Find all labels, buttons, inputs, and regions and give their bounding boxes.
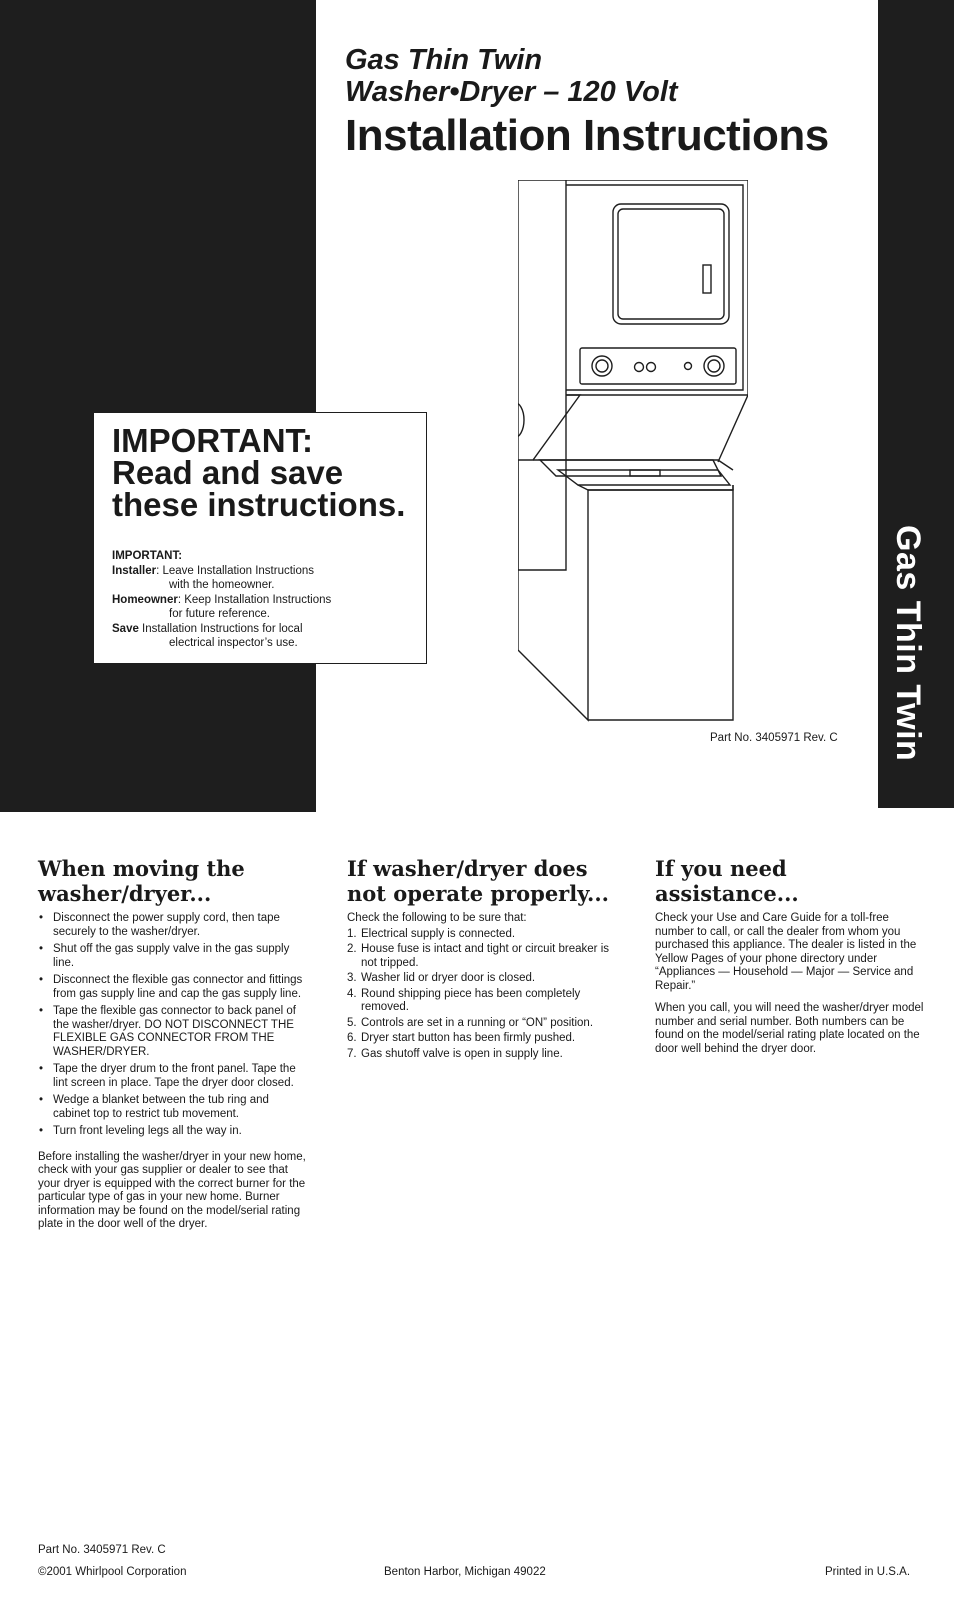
- important-headline-line-2: Read and save: [112, 454, 344, 491]
- list-item: • Tape the dryer drum to the front panel. Tape the lint screen in place. Tape the dryer door closed.: [38, 1063, 308, 1090]
- save-label: Save: [112, 622, 139, 635]
- footer-location: Benton Harbor, Michigan 49022: [384, 1566, 546, 1578]
- operate-checklist: [347, 928, 617, 1062]
- list-item: • Shut off the gas supply valve in the gas supply line.: [38, 943, 308, 970]
- important-headline-line-3: these instructions.: [112, 486, 406, 523]
- item-text: Washer lid or dryer door is closed.: [361, 972, 536, 984]
- item-number: 1.: [347, 927, 357, 940]
- item-text: House fuse is intact and tight or circuit breaker is not tripped.: [361, 943, 610, 969]
- title-line-1: Gas Thin Twin: [345, 44, 543, 76]
- item-text: Controls are set in a running or “ON” position.: [361, 1016, 594, 1029]
- title-block: [345, 44, 865, 162]
- assistance-paragraph-2: When you call, you will need the washer/dryer model number and serial number. Both numbers can be found on the model/serial rating plate located on the door well behind the dryer door.: [655, 1002, 924, 1055]
- footer-printed: Printed in U.S.A.: [825, 1566, 911, 1578]
- important-details: [112, 549, 408, 651]
- important-headline: [112, 422, 408, 523]
- list-item: • Disconnect the power supply cord, then tape securely to the washer/dryer.: [38, 912, 308, 939]
- item-number: 6.: [347, 1032, 357, 1044]
- list-item: • Turn front leveling legs all the way in.: [38, 1125, 308, 1139]
- list-item: • Disconnect the flexible gas connector and fittings from gas supply line and cap the gas supply line.: [38, 974, 308, 1001]
- assistance-section: [655, 856, 925, 1065]
- assistance-paragraph-1: Check your Use and Care Guide for a toll-free number to call, or call the dealer from whom you purchased this appliance. The dealer is listed in the Yellow Pages of your phone directory under “Appliances — Household — Major — Service and Repair.”: [655, 912, 917, 992]
- list-item: [347, 988, 617, 1015]
- homeowner-label: Homeowner: [112, 593, 178, 606]
- operate-heading: If washer/dryer does not operate properly...: [347, 856, 609, 906]
- important-label: IMPORTANT:: [112, 550, 183, 562]
- homeowner-line: [112, 593, 408, 608]
- footer-copyright: ©2001 Whirlpool Corporation: [38, 1566, 187, 1578]
- item-text: Gas shutoff valve is open in supply line.: [361, 1047, 563, 1060]
- item-text: Round shipping piece has been completely removed.: [361, 987, 581, 1013]
- save-text: Installation Instructions for local: [138, 622, 303, 635]
- installer-cont: with the homeowner.: [169, 579, 275, 591]
- moving-bullet-list: [38, 912, 308, 1139]
- list-item: [347, 972, 617, 986]
- title-line-2: Washer•Dryer – 120 Volt: [345, 76, 678, 108]
- side-title-vertical: Gas Thin Twin: [889, 525, 927, 762]
- item-text: Electrical supply is connected.: [361, 927, 516, 940]
- list-item: • Tape the flexible gas connector to back panel of the washer/dryer. DO NOT DISCONNECT THE FLEXIBLE GAS CONNECTOR FROM THE WASHER/DRYER.: [38, 1005, 308, 1059]
- installer-text: : Leave Installation Instructions: [156, 564, 315, 577]
- moving-heading: When moving the washer/dryer...: [38, 856, 245, 906]
- list-item: [347, 943, 617, 970]
- item-number: 4.: [347, 987, 357, 1000]
- list-item: • Wedge a blanket between the tub ring and cabinet top to restrict tub movement.: [38, 1094, 308, 1121]
- item-number: 3.: [347, 972, 357, 984]
- installer-line: [112, 564, 408, 579]
- item-number: 2.: [347, 943, 357, 955]
- list-item: [347, 1032, 617, 1046]
- homeowner-text: : Keep Installation Instructions: [177, 593, 332, 606]
- washer-dryer-illustration: [518, 180, 748, 740]
- item-text: Dryer start button has been firmly pushed.: [361, 1032, 576, 1044]
- footer-part-number: Part No. 3405971 Rev. C: [38, 1544, 166, 1556]
- operate-section: [347, 856, 617, 1063]
- installer-label: Installer: [112, 564, 157, 577]
- moving-paragraph: Before installing the washer/dryer in your new home, check with your gas supplier or dealer to see that your dryer is equipped with the correct burner for the particular type of gas in your new home. Burner information may be found on the model/serial rating plate in the door well of the dryer.: [38, 1150, 306, 1230]
- page-title: Installation Instructions: [345, 111, 829, 160]
- part-number-top: Part No. 3405971 Rev. C: [710, 732, 838, 744]
- list-item: [347, 1048, 617, 1062]
- save-cont: electrical inspector’s use.: [169, 637, 298, 649]
- list-item: [347, 928, 617, 942]
- homeowner-cont: for future reference.: [169, 608, 270, 620]
- black-panel-left: [0, 0, 316, 812]
- operate-intro: Check the following to be sure that:: [347, 912, 527, 924]
- important-notice-box: [93, 412, 427, 664]
- list-item: [347, 1017, 617, 1031]
- save-line: [112, 622, 408, 637]
- item-number: 7.: [347, 1047, 357, 1060]
- important-headline-line-1: IMPORTANT:: [112, 422, 314, 459]
- item-number: 5.: [347, 1016, 357, 1029]
- assistance-heading: If you need assistance...: [655, 856, 799, 906]
- moving-section: [38, 856, 308, 1232]
